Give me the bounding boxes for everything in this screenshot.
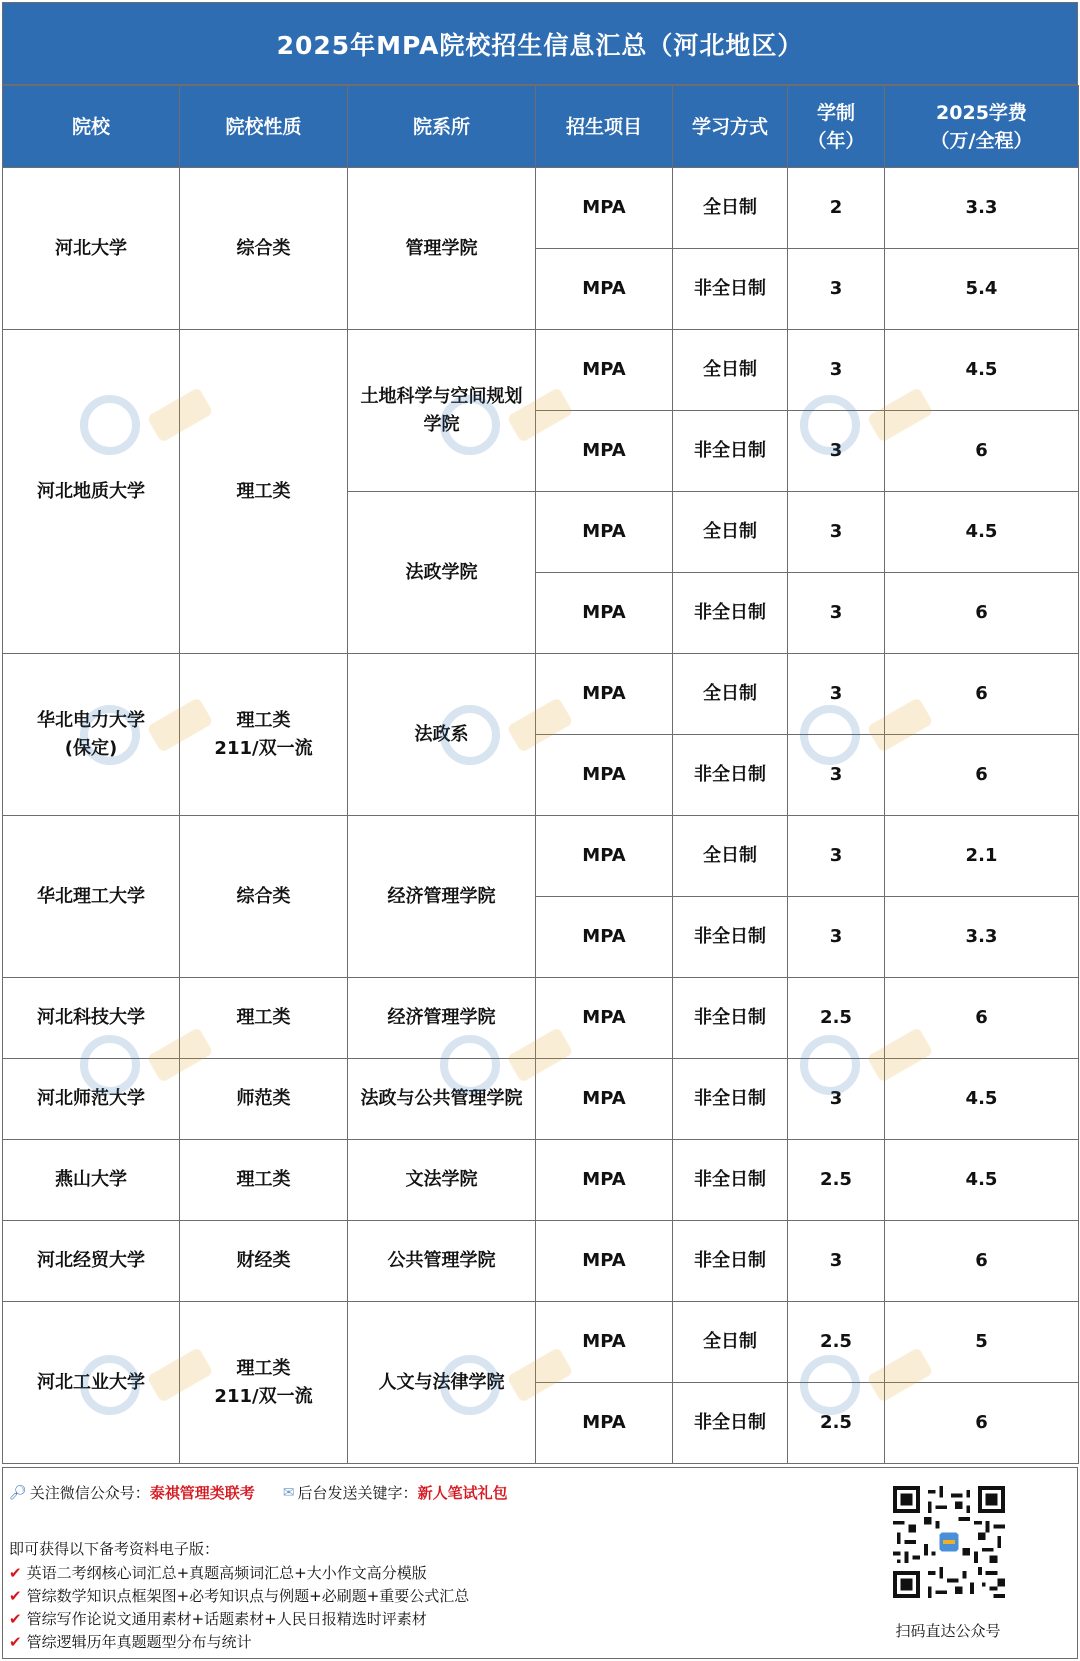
cell-years: 2.5	[788, 978, 885, 1059]
cell-program: MPA	[536, 897, 673, 978]
check-icon: ✔	[9, 1633, 22, 1651]
cell-nature: 理工类	[180, 1140, 348, 1221]
promo-footer	[2, 1467, 1078, 1659]
cell-nature-line1: 理工类	[236, 1357, 291, 1379]
cell-fee: 3.3	[885, 897, 1079, 978]
page-title: 2025年MPA院校招生信息汇总（河北地区）	[2, 2, 1078, 85]
cell-school: 河北科技大学	[3, 978, 180, 1059]
cell-school: 河北地质大学	[3, 330, 180, 654]
cell-years: 2	[788, 168, 885, 249]
materials-list	[9, 1562, 469, 1654]
cell-school: 河北经贸大学	[3, 1221, 180, 1302]
cell-mode: 全日制	[673, 654, 788, 735]
cell-school-line1: 华北电力大学	[37, 709, 145, 731]
cell-fee: 6	[885, 1383, 1079, 1464]
cell-program: MPA	[536, 168, 673, 249]
cell-fee: 4.5	[885, 492, 1079, 573]
list-item-text: 管综写作论说文通用素材+话题素材+人民日报精选时评素材	[26, 1610, 427, 1628]
cell-years: 3	[788, 816, 885, 897]
cell-program: MPA	[536, 330, 673, 411]
cell-program: MPA	[536, 816, 673, 897]
col-fee	[885, 86, 1079, 168]
cell-mode: 非全日制	[673, 1140, 788, 1221]
cell-program: MPA	[536, 654, 673, 735]
cell-program: MPA	[536, 411, 673, 492]
table-row	[3, 1302, 1079, 1383]
cell-nature	[180, 1302, 348, 1464]
cell-department: 管理学院	[348, 168, 536, 330]
cell-program: MPA	[536, 492, 673, 573]
cell-nature-line2: 211/双一流	[214, 1385, 313, 1407]
cell-mode: 全日制	[673, 1302, 788, 1383]
cell-years: 3	[788, 735, 885, 816]
cell-mode: 全日制	[673, 816, 788, 897]
check-icon: ✔	[9, 1587, 22, 1605]
cell-fee: 6	[885, 654, 1079, 735]
cell-years: 3	[788, 249, 885, 330]
cell-program: MPA	[536, 1302, 673, 1383]
cell-mode: 非全日制	[673, 411, 788, 492]
cell-years: 3	[788, 330, 885, 411]
cell-program: MPA	[536, 249, 673, 330]
cell-nature: 综合类	[180, 816, 348, 978]
qr-code-icon[interactable]	[893, 1486, 1005, 1598]
col-years-line2: （年）	[807, 129, 865, 152]
cell-fee: 4.5	[885, 1140, 1079, 1221]
table-row	[3, 654, 1079, 735]
col-nature: 院校性质	[180, 86, 348, 168]
cell-department: 法政系	[348, 654, 536, 816]
magnifier-icon: 🔎︎	[9, 1484, 27, 1501]
col-program: 招生项目	[536, 86, 673, 168]
cell-fee: 4.5	[885, 1059, 1079, 1140]
cell-program: MPA	[536, 1140, 673, 1221]
cell-mode: 非全日制	[673, 735, 788, 816]
cell-years: 3	[788, 1221, 885, 1302]
cell-fee: 5.4	[885, 249, 1079, 330]
cell-mode: 非全日制	[673, 1221, 788, 1302]
cell-program: MPA	[536, 1221, 673, 1302]
table-row	[3, 1221, 1079, 1302]
cell-program: MPA	[536, 978, 673, 1059]
cell-years: 2.5	[788, 1383, 885, 1464]
keyword: 新人笔试礼包	[417, 1484, 508, 1502]
cell-department: 法政学院	[348, 492, 536, 654]
cell-nature: 理工类	[180, 330, 348, 654]
account-name: 泰祺管理类联考	[149, 1484, 255, 1502]
cell-fee: 6	[885, 573, 1079, 654]
follow-label: 关注微信公众号：	[29, 1484, 150, 1502]
cell-school: 燕山大学	[3, 1140, 180, 1221]
table-row	[3, 978, 1079, 1059]
cell-department: 法政与公共管理学院	[348, 1059, 536, 1140]
cell-school-line2: (保定)	[64, 737, 118, 759]
header-row	[3, 86, 1079, 168]
cell-school: 河北师范大学	[3, 1059, 180, 1140]
cell-fee: 3.3	[885, 168, 1079, 249]
list-item	[9, 1631, 469, 1654]
cell-school: 河北大学	[3, 168, 180, 330]
cell-years: 3	[788, 573, 885, 654]
list-item-text: 管综逻辑历年真题题型分布与统计	[26, 1633, 252, 1651]
cell-years: 2.5	[788, 1302, 885, 1383]
cell-mode: 非全日制	[673, 1383, 788, 1464]
cell-mode: 非全日制	[673, 978, 788, 1059]
col-department: 院系所	[348, 86, 536, 168]
col-fee-line1: 2025学费	[936, 101, 1027, 124]
cell-school: 华北理工大学	[3, 816, 180, 978]
cell-mode: 非全日制	[673, 897, 788, 978]
cell-nature: 理工类	[180, 978, 348, 1059]
summary-sheet	[2, 2, 1078, 1464]
admission-table	[2, 85, 1079, 1464]
col-fee-line2: （万/全程）	[930, 129, 1033, 152]
check-icon: ✔	[9, 1564, 22, 1582]
cell-fee: 6	[885, 411, 1079, 492]
envelope-icon: ✉	[282, 1484, 295, 1501]
list-item	[9, 1562, 469, 1585]
cell-mode: 全日制	[673, 492, 788, 573]
follow-line	[9, 1482, 508, 1503]
col-years	[788, 86, 885, 168]
cell-nature: 综合类	[180, 168, 348, 330]
col-mode: 学习方式	[673, 86, 788, 168]
cell-mode: 非全日制	[673, 249, 788, 330]
cell-department: 经济管理学院	[348, 816, 536, 978]
cell-program: MPA	[536, 573, 673, 654]
qr-caption: 扫码直达公众号	[895, 1622, 1001, 1640]
cell-years: 3	[788, 654, 885, 735]
table-row	[3, 1059, 1079, 1140]
cell-fee: 2.1	[885, 816, 1079, 897]
cell-department: 土地科学与空间规划学院	[348, 330, 536, 492]
list-item	[9, 1585, 469, 1608]
cell-school	[3, 654, 180, 816]
check-icon: ✔	[9, 1610, 22, 1628]
list-item	[9, 1608, 469, 1631]
cell-mode: 非全日制	[673, 573, 788, 654]
cell-mode: 全日制	[673, 168, 788, 249]
cell-department: 公共管理学院	[348, 1221, 536, 1302]
cell-nature	[180, 654, 348, 816]
cell-school: 河北工业大学	[3, 1302, 180, 1464]
cell-years: 3	[788, 411, 885, 492]
cell-department: 人文与法律学院	[348, 1302, 536, 1464]
keyword-label: 后台发送关键字：	[297, 1484, 418, 1502]
cell-mode: 非全日制	[673, 1059, 788, 1140]
cell-program: MPA	[536, 735, 673, 816]
cell-fee: 6	[885, 978, 1079, 1059]
cell-fee: 6	[885, 1221, 1079, 1302]
cell-nature: 财经类	[180, 1221, 348, 1302]
cell-fee: 4.5	[885, 330, 1079, 411]
cell-mode: 全日制	[673, 330, 788, 411]
cell-years: 3	[788, 897, 885, 978]
cell-program: MPA	[536, 1059, 673, 1140]
list-item-text: 管综数学知识点框架图+必考知识点与例题+必刷题+重要公式汇总	[26, 1587, 470, 1605]
table-row	[3, 168, 1079, 249]
cell-department: 经济管理学院	[348, 978, 536, 1059]
cell-program: MPA	[536, 1383, 673, 1464]
col-school: 院校	[3, 86, 180, 168]
table-row	[3, 816, 1079, 897]
cell-department: 文法学院	[348, 1140, 536, 1221]
table-row	[3, 1140, 1079, 1221]
list-item-text: 英语二考纲核心词汇总+真题高频词汇总+大小作文高分模版	[26, 1564, 427, 1582]
table-row	[3, 330, 1079, 411]
cell-nature-line2: 211/双一流	[214, 737, 313, 759]
cell-nature-line1: 理工类	[236, 709, 291, 731]
cell-years: 3	[788, 492, 885, 573]
cell-years: 2.5	[788, 1140, 885, 1221]
cell-fee: 6	[885, 735, 1079, 816]
materials-intro: 即可获得以下备考资料电子版：	[9, 1540, 220, 1558]
col-years-line1: 学制	[816, 101, 855, 124]
cell-years: 3	[788, 1059, 885, 1140]
cell-nature: 师范类	[180, 1059, 348, 1140]
cell-fee: 5	[885, 1302, 1079, 1383]
